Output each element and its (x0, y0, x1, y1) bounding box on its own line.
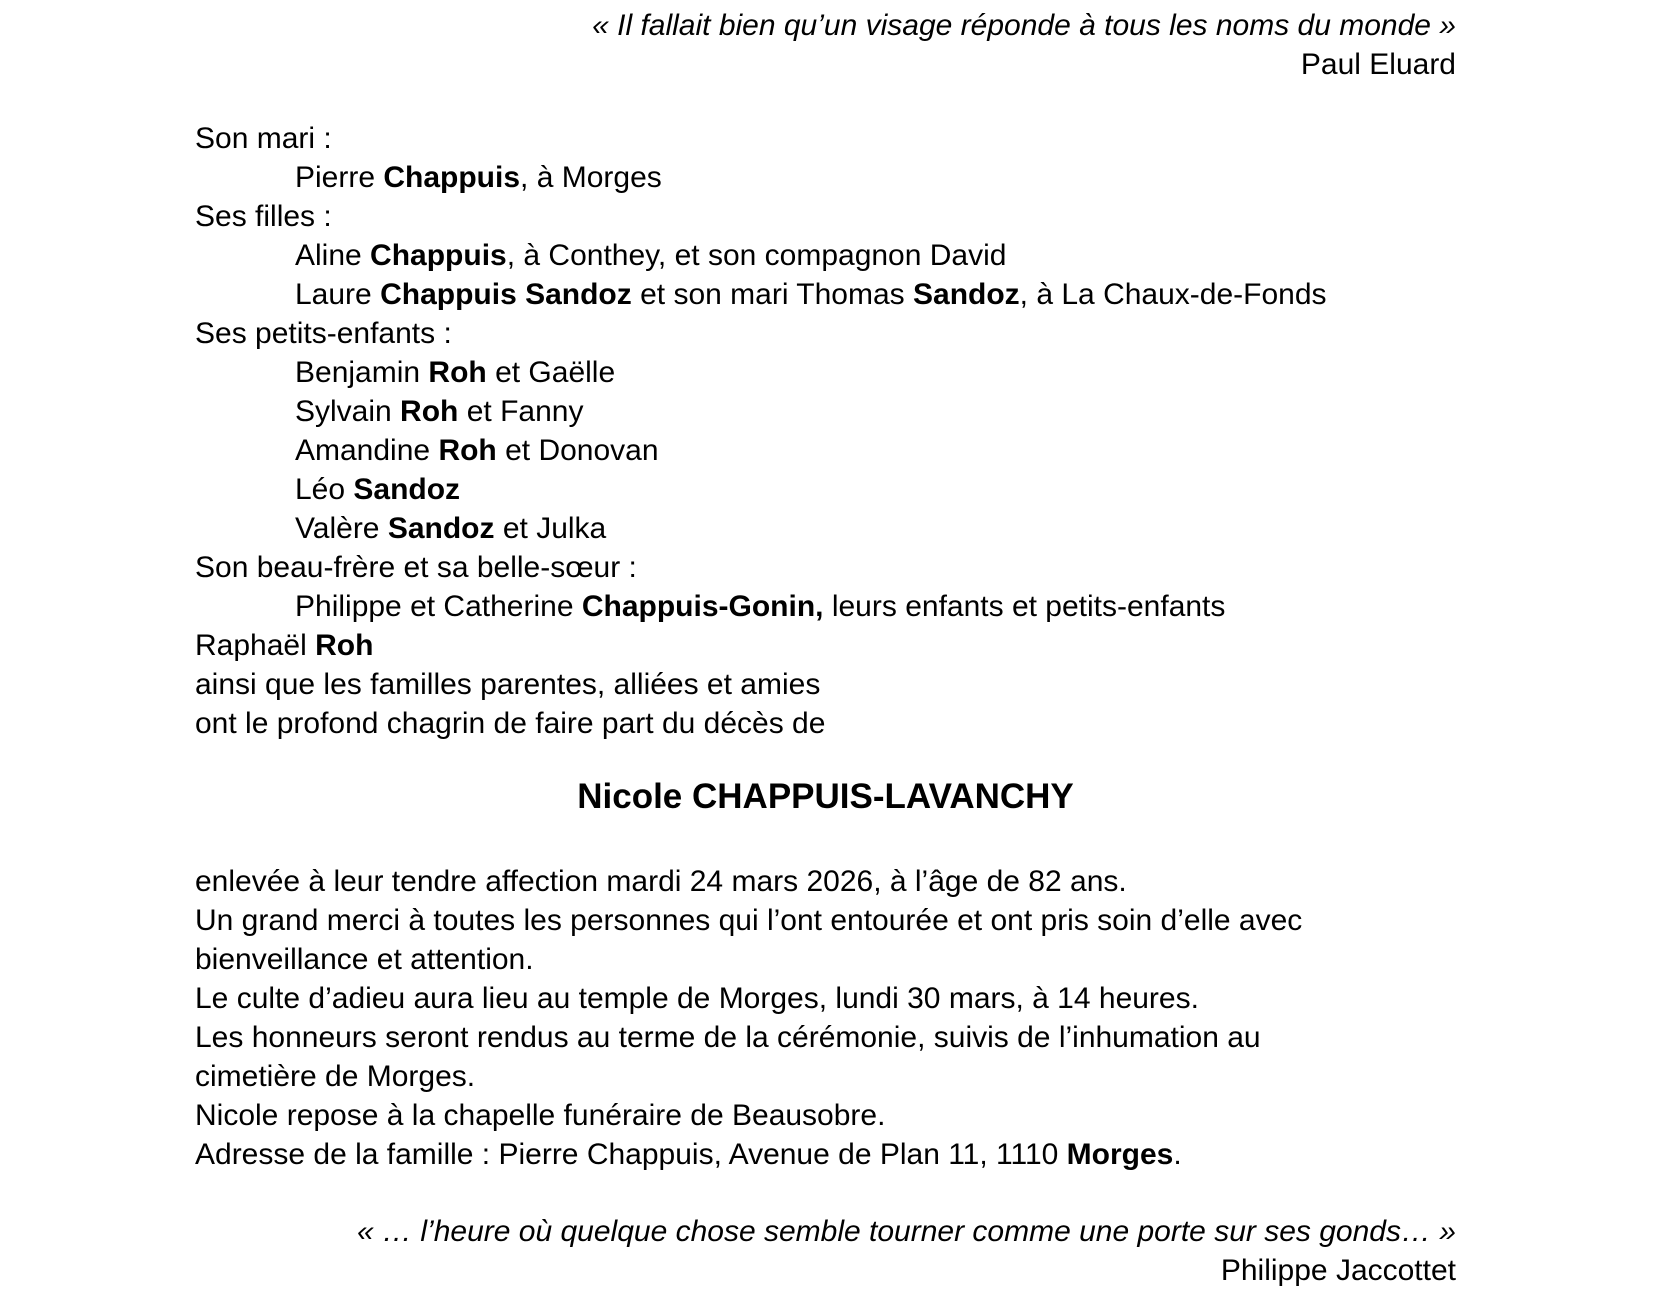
text-segment: Son beau-frère et sa belle-sœur : (195, 551, 637, 584)
text-segment: Nicole repose à la chapelle funéraire de Beausobre. (195, 1099, 886, 1132)
text-segment: Valère (295, 512, 388, 545)
text-line (195, 626, 1456, 665)
text-segment: Adresse de la famille : Pierre Chappuis, Avenue de Plan 11, 1110 (195, 1138, 1067, 1171)
family-list (195, 119, 1456, 743)
text-segment: leurs enfants et petits-enfants (823, 590, 1226, 623)
text-line (195, 353, 1456, 392)
surname-bold: Chappuis-Gonin, (581, 590, 824, 623)
text-segment: ainsi que les familles parentes, alliées et amies (195, 668, 821, 701)
text-segment: Léo (295, 473, 354, 506)
text-segment: , à Conthey, et son compagnon David (506, 239, 1007, 272)
text-line (195, 197, 1456, 236)
surname-bold: Sandoz (353, 473, 461, 506)
text-line (195, 392, 1456, 431)
text-line (195, 470, 1456, 509)
text-line (195, 1018, 1456, 1057)
text-segment: Son mari : (195, 122, 332, 155)
opening-quote-text: « Il fallait bien qu’un visage réponde à tous les noms du monde » (592, 9, 1456, 42)
text-segment: et Fanny (458, 395, 584, 428)
text-line (195, 1057, 1456, 1096)
text-segment: Un grand merci à toutes les personnes qui l’ont entourée et ont pris soin d’elle avec (195, 904, 1303, 937)
text-segment: Amandine (295, 434, 439, 467)
text-segment: Ses filles : (195, 200, 332, 233)
text-segment: et son mari Thomas (631, 278, 913, 311)
text-segment: Le culte d’adieu aura lieu au temple de Morges, lundi 30 mars, à 14 heures. (195, 982, 1199, 1015)
surname-bold: Morges (1066, 1138, 1174, 1171)
text-segment: . (1173, 1138, 1182, 1171)
surname-bold: Roh (428, 356, 487, 389)
opening-quote (195, 6, 1456, 84)
text-segment: Sylvain (295, 395, 401, 428)
surname-bold: Sandoz (387, 512, 495, 545)
text-line (195, 979, 1456, 1018)
text-segment: Ses petits-enfants : (195, 317, 452, 350)
text-line (195, 158, 1456, 197)
text-line (195, 314, 1456, 353)
text-line (195, 548, 1456, 587)
text-line (195, 431, 1456, 470)
surname-bold: Roh (438, 434, 497, 467)
text-segment: Les honneurs seront rendus au terme de la cérémonie, suivis de l’inhumation au (195, 1021, 1261, 1054)
text-segment: cimetière de Morges. (195, 1060, 476, 1093)
text-segment: Aline (295, 239, 371, 272)
text-segment: et Donovan (496, 434, 659, 467)
text-line (195, 862, 1456, 901)
text-line (195, 587, 1456, 626)
text-line (195, 901, 1456, 940)
text-segment: Raphaël (195, 629, 316, 662)
closing-quote-text: « … l’heure où quelque chose semble tourner comme une porte sur ses gonds… » (357, 1215, 1456, 1248)
text-line (195, 275, 1456, 314)
text-line (195, 665, 1456, 704)
surname-bold: Roh (400, 395, 459, 428)
text-line (195, 236, 1456, 275)
opening-quote-author: Paul Eluard (1300, 48, 1456, 81)
text-segment: Laure (295, 278, 381, 311)
text-line (195, 509, 1456, 548)
text-segment: enlevée à leur tendre affection mardi 24 mars 2026, à l’âge de 82 ans. (195, 865, 1127, 898)
text-line (195, 940, 1456, 979)
text-segment: et Julka (494, 512, 607, 545)
text-segment: et Gaëlle (486, 356, 616, 389)
text-segment: , à Morges (520, 161, 662, 194)
surname-bold: Chappuis (383, 161, 521, 194)
text-segment: bienveillance et attention. (195, 943, 534, 976)
text-segment: , à La Chaux-de-Fonds (1019, 278, 1327, 311)
announcement-body (195, 862, 1456, 1174)
surname-bold: Chappuis (370, 239, 507, 272)
text-line (195, 1135, 1456, 1174)
text-line (195, 119, 1456, 158)
closing-quote (195, 1212, 1456, 1290)
text-segment: Pierre (295, 161, 384, 194)
surname-bold: Chappuis Sandoz (380, 278, 632, 311)
surname-bold: Sandoz (913, 278, 1020, 311)
text-segment: Benjamin (295, 356, 429, 389)
text-line (195, 1096, 1456, 1135)
closing-quote-author: Philippe Jaccottet (1220, 1254, 1456, 1287)
deceased-name: Nicole CHAPPUIS-LAVANCHY (577, 777, 1074, 816)
text-segment: Philippe et Catherine (295, 590, 582, 623)
text-line (195, 704, 1456, 743)
text-segment: ont le profond chagrin de faire part du décès de (195, 707, 826, 740)
surname-bold: Roh (315, 629, 374, 662)
